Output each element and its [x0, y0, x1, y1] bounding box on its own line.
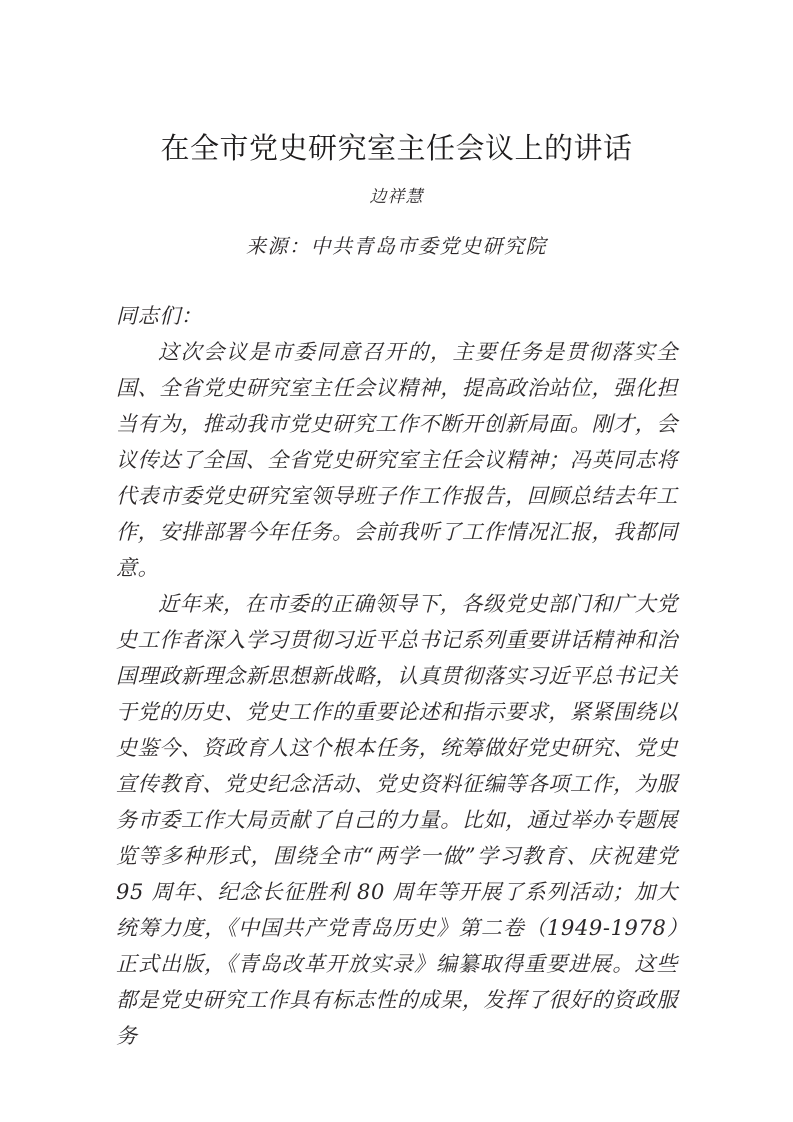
body-salutation: 同志们： [116, 304, 203, 328]
document-source: 来源：中共青岛市委党史研究院 [246, 234, 547, 258]
body-paragraph-2: 近年来，在市委的正确领导下，各级党史部门和广大党史工作者深入学习贯彻习近平总书记系列重要讲话精神和治国理政新理念新思想新战略，认真贯彻落实习近平总书记关于党的历史、党史工作的重要论述和指示要求，紧紧围绕以史鉴今、资政育人这个根本任务，统筹做好党史研究、党史宣传教育、党史纪念活动、党史资料征编等各项工作，为服务市委工作大局贡献了自己的力量。比如，通过举办专题展览等多种形式，围绕全市“两学一做”学习教育、庆祝建党 95 周年、纪念长征胜利 80 周年等开展了系列活动；加大统筹力度，《中国共产党青岛历史》第二卷（1949-1978）正式出版，《青岛改革开放实录》编纂取得重要进展。这些都是党史研究工作具有标志性的成果，发挥了很好的资政服务 [116, 592, 678, 1048]
document-body [116, 298, 678, 1054]
document-author: 边祥慧 [369, 187, 424, 207]
body-paragraph-1: 这次会议是市委同意召开的，主要任务是贯彻落实全国、全省党史研究室主任会议精神，提高政治站位，强化担当有为，推动我市党史研究工作不断开创新局面。刚才，会议传达了全国、全省党史研究室主任会议精神；冯英同志将代表市委党史研究室领导班子作工作报告，回顾总结去年工作，安排部署今年任务。会前我听了工作情况汇报，我都同意。 [116, 340, 678, 580]
title-block [96, 128, 697, 262]
page-title: 在全市党史研究室主任会议上的讲话 [160, 131, 633, 165]
